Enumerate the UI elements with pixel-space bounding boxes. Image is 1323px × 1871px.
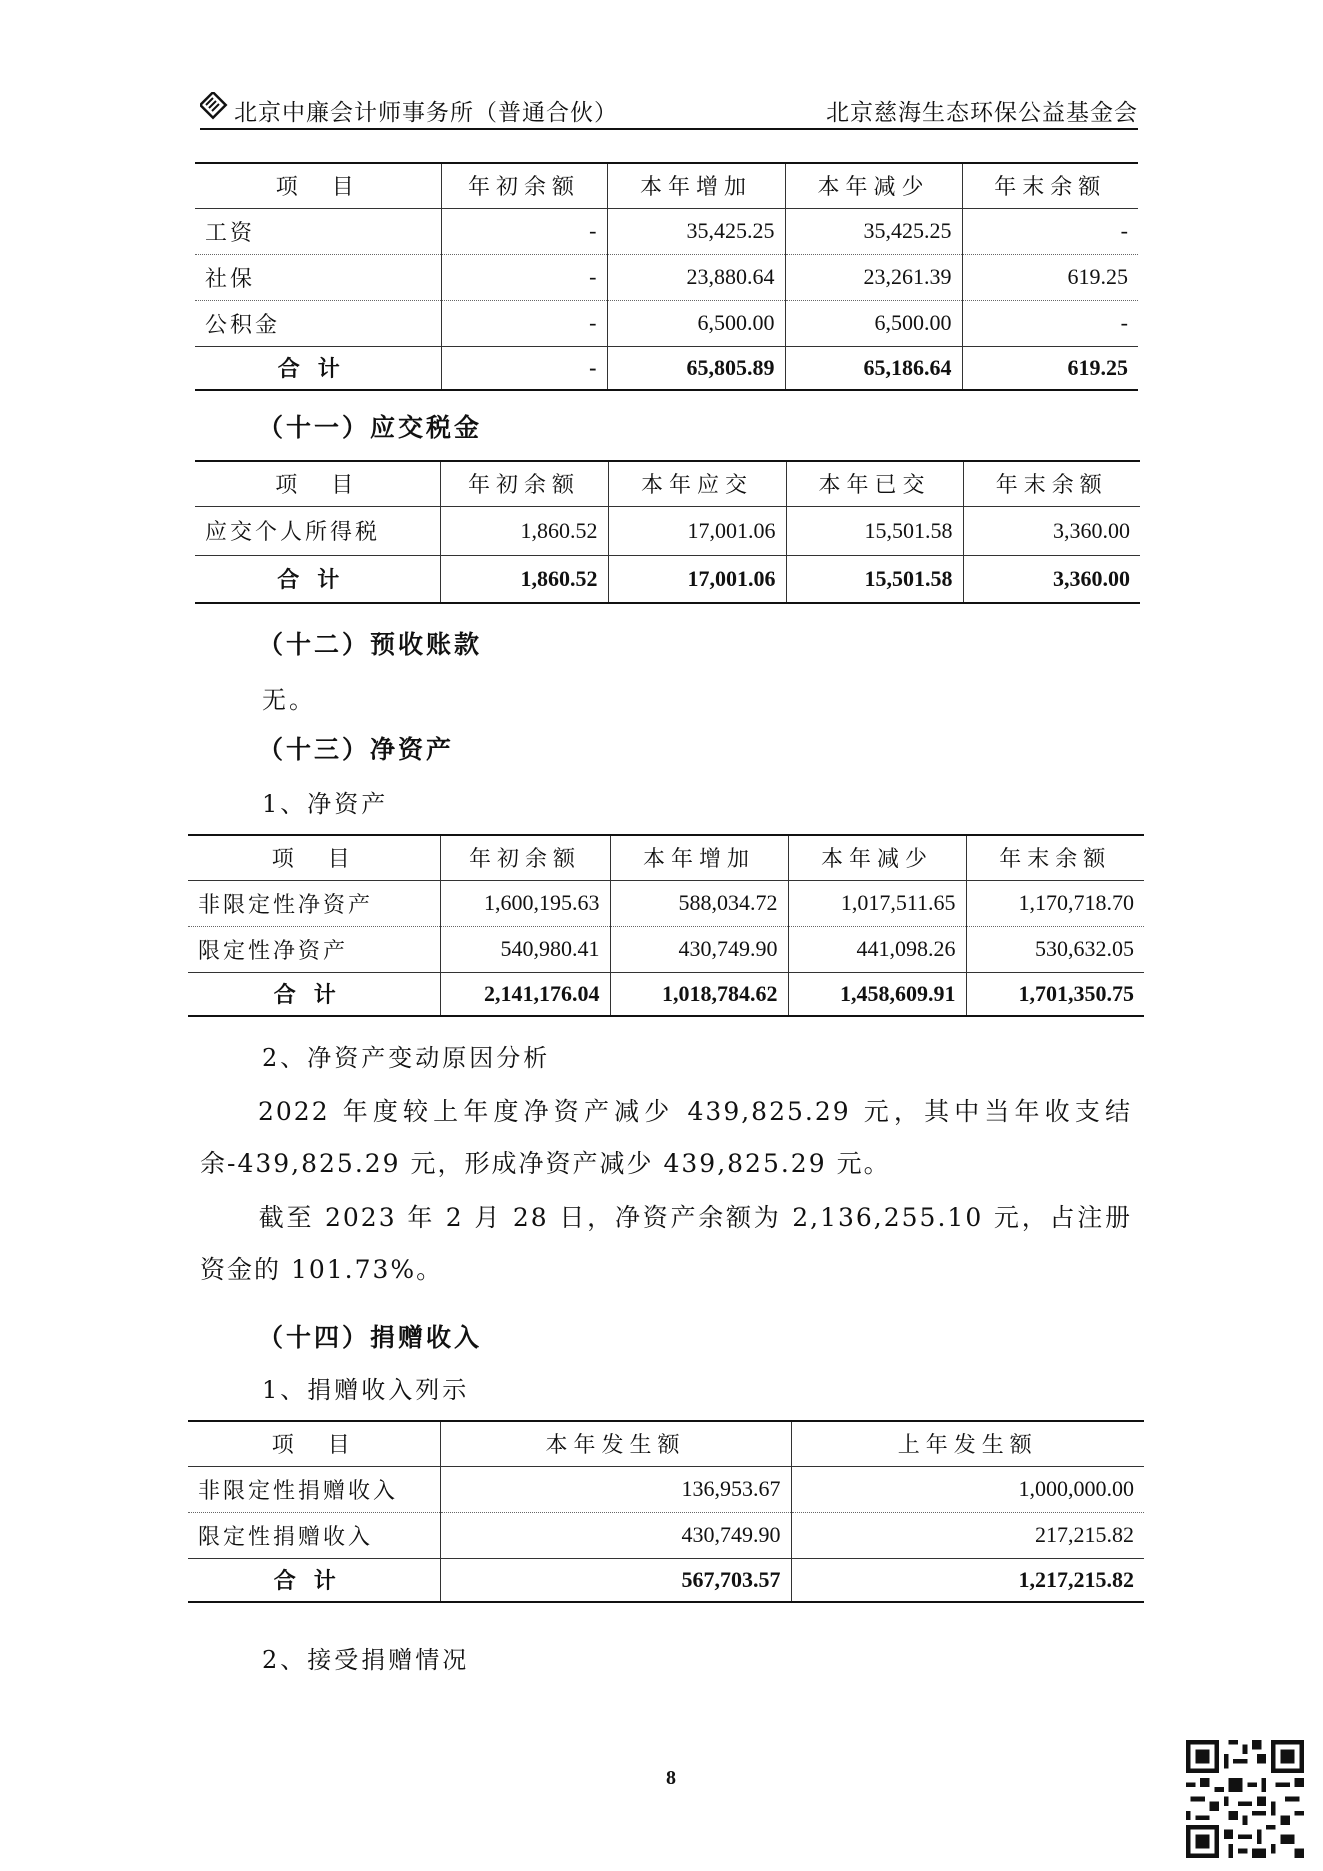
column-header: 上年发生额 — [791, 1421, 1144, 1466]
row-item: 公积金 — [195, 300, 441, 346]
cell-end: 530,632.05 — [966, 926, 1144, 972]
total-paid: 15,501.58 — [786, 555, 963, 603]
table-row — [195, 300, 1138, 346]
column-header: 本年增加 — [607, 163, 785, 208]
column-header: 项 目 — [188, 1421, 440, 1466]
cell-decrease: 441,098.26 — [788, 926, 966, 972]
total-increase: 1,018,784.62 — [610, 972, 788, 1016]
total-begin: 2,141,176.04 — [440, 972, 610, 1016]
table-header-row — [195, 461, 1140, 506]
cell-paid: 15,501.58 — [786, 506, 963, 555]
cell-begin: - — [441, 208, 607, 254]
total-increase: 65,805.89 — [607, 346, 785, 390]
taxes-table — [195, 460, 1140, 604]
total-end: 1,701,350.75 — [966, 972, 1144, 1016]
cell-end: - — [962, 208, 1138, 254]
column-header: 年初余额 — [440, 461, 608, 506]
column-header: 本年已交 — [786, 461, 963, 506]
row-item: 社保 — [195, 254, 441, 300]
cell-decrease: 35,425.25 — [785, 208, 962, 254]
table-total-row — [195, 346, 1138, 390]
cell-prior: 217,215.82 — [791, 1512, 1144, 1558]
total-label: 合计 — [188, 972, 440, 1016]
column-header: 本年增加 — [610, 835, 788, 880]
cell-increase: 23,880.64 — [607, 254, 785, 300]
table-total-row — [195, 555, 1140, 603]
cell-begin: 540,980.41 — [440, 926, 610, 972]
column-header: 年末余额 — [963, 461, 1140, 506]
cell-end: - — [962, 300, 1138, 346]
row-item: 应交个人所得税 — [195, 506, 440, 555]
total-label: 合计 — [188, 1558, 440, 1602]
cell-current: 136,953.67 — [440, 1466, 791, 1512]
table-row — [188, 1512, 1144, 1558]
section-13-sub2: 2、净资产变动原因分析 — [262, 1044, 551, 1072]
section-13-sub1: 1、净资产 — [262, 790, 389, 818]
column-header: 项 目 — [195, 163, 441, 208]
cell-begin: 1,600,195.63 — [440, 880, 610, 926]
row-item: 非限定性净资产 — [188, 880, 440, 926]
column-header: 年初余额 — [440, 835, 610, 880]
table-header-row — [195, 163, 1138, 208]
cell-begin: 1,860.52 — [440, 506, 608, 555]
donation-income-table — [188, 1420, 1144, 1603]
section-11-title: （十一）应交税金 — [258, 413, 483, 442]
column-header: 项 目 — [195, 461, 440, 506]
table-row — [195, 254, 1138, 300]
cell-current: 430,749.90 — [440, 1512, 791, 1558]
section-14-title: （十四）捐赠收入 — [258, 1323, 483, 1352]
header-client-name: 北京慈海生态环保公益基金会 — [826, 100, 1138, 126]
section-12-title: （十二）预收账款 — [258, 630, 483, 659]
verification-qr-code-icon — [1186, 1740, 1304, 1858]
page-header — [200, 92, 1138, 130]
cell-increase: 35,425.25 — [607, 208, 785, 254]
row-item: 工资 — [195, 208, 441, 254]
cell-prior: 1,000,000.00 — [791, 1466, 1144, 1512]
section-14-sub2: 2、接受捐赠情况 — [262, 1646, 470, 1674]
column-header: 本年减少 — [785, 163, 962, 208]
cell-payable: 17,001.06 — [608, 506, 786, 555]
paragraph-text: 2022 年度较上年度净资产减少 439,825.29 元，其中当年收支结余-439,825.29 元，形成净资产减少 439,825.29 元。 — [200, 1097, 1132, 1178]
total-prior: 1,217,215.82 — [791, 1558, 1144, 1602]
total-decrease: 1,458,609.91 — [788, 972, 966, 1016]
cell-increase: 430,749.90 — [610, 926, 788, 972]
total-payable: 17,001.06 — [608, 555, 786, 603]
firm-logo-icon — [200, 92, 230, 122]
cell-end: 619.25 — [962, 254, 1138, 300]
column-header: 本年减少 — [788, 835, 966, 880]
section-13-title: （十三）净资产 — [258, 735, 455, 764]
cell-increase: 6,500.00 — [607, 300, 785, 346]
net-assets-table — [188, 834, 1144, 1017]
table-header-row — [188, 835, 1144, 880]
cell-begin: - — [441, 300, 607, 346]
table-total-row — [188, 1558, 1144, 1602]
section-14-sub1: 1、捐赠收入列示 — [262, 1376, 470, 1404]
cell-end: 1,170,718.70 — [966, 880, 1144, 926]
header-firm-name: 北京中廉会计师事务所（普通合伙） — [234, 100, 618, 126]
total-label: 合计 — [195, 346, 441, 390]
table-row — [188, 926, 1144, 972]
cell-decrease: 1,017,511.65 — [788, 880, 966, 926]
paragraph-text: 截至 2023 年 2 月 28 日，净资产余额为 2,136,255.10 元，占注册资金的 101.73%。 — [200, 1203, 1132, 1284]
column-header: 项 目 — [188, 835, 440, 880]
column-header: 本年发生额 — [440, 1421, 791, 1466]
cell-decrease: 23,261.39 — [785, 254, 962, 300]
column-header: 年初余额 — [441, 163, 607, 208]
table-total-row — [188, 972, 1144, 1016]
column-header: 本年应交 — [608, 461, 786, 506]
column-header: 年末余额 — [966, 835, 1144, 880]
total-decrease: 65,186.64 — [785, 346, 962, 390]
wages-table — [195, 162, 1138, 391]
total-label: 合计 — [195, 555, 440, 603]
net-assets-analysis-paragraph — [200, 1086, 1132, 1190]
cell-increase: 588,034.72 — [610, 880, 788, 926]
row-item: 非限定性捐赠收入 — [188, 1466, 440, 1512]
net-assets-balance-paragraph — [200, 1192, 1132, 1296]
section-12-text: 无。 — [262, 686, 316, 714]
cell-decrease: 6,500.00 — [785, 300, 962, 346]
total-begin: - — [441, 346, 607, 390]
cell-begin: - — [441, 254, 607, 300]
page-number: 8 — [666, 1767, 676, 1789]
total-end: 619.25 — [962, 346, 1138, 390]
table-row — [195, 506, 1140, 555]
table-header-row — [188, 1421, 1144, 1466]
total-begin: 1,860.52 — [440, 555, 608, 603]
column-header: 年末余额 — [962, 163, 1138, 208]
total-current: 567,703.57 — [440, 1558, 791, 1602]
row-item: 限定性净资产 — [188, 926, 440, 972]
cell-end: 3,360.00 — [963, 506, 1140, 555]
row-item: 限定性捐赠收入 — [188, 1512, 440, 1558]
table-row — [188, 880, 1144, 926]
table-row — [188, 1466, 1144, 1512]
total-end: 3,360.00 — [963, 555, 1140, 603]
table-row — [195, 208, 1138, 254]
